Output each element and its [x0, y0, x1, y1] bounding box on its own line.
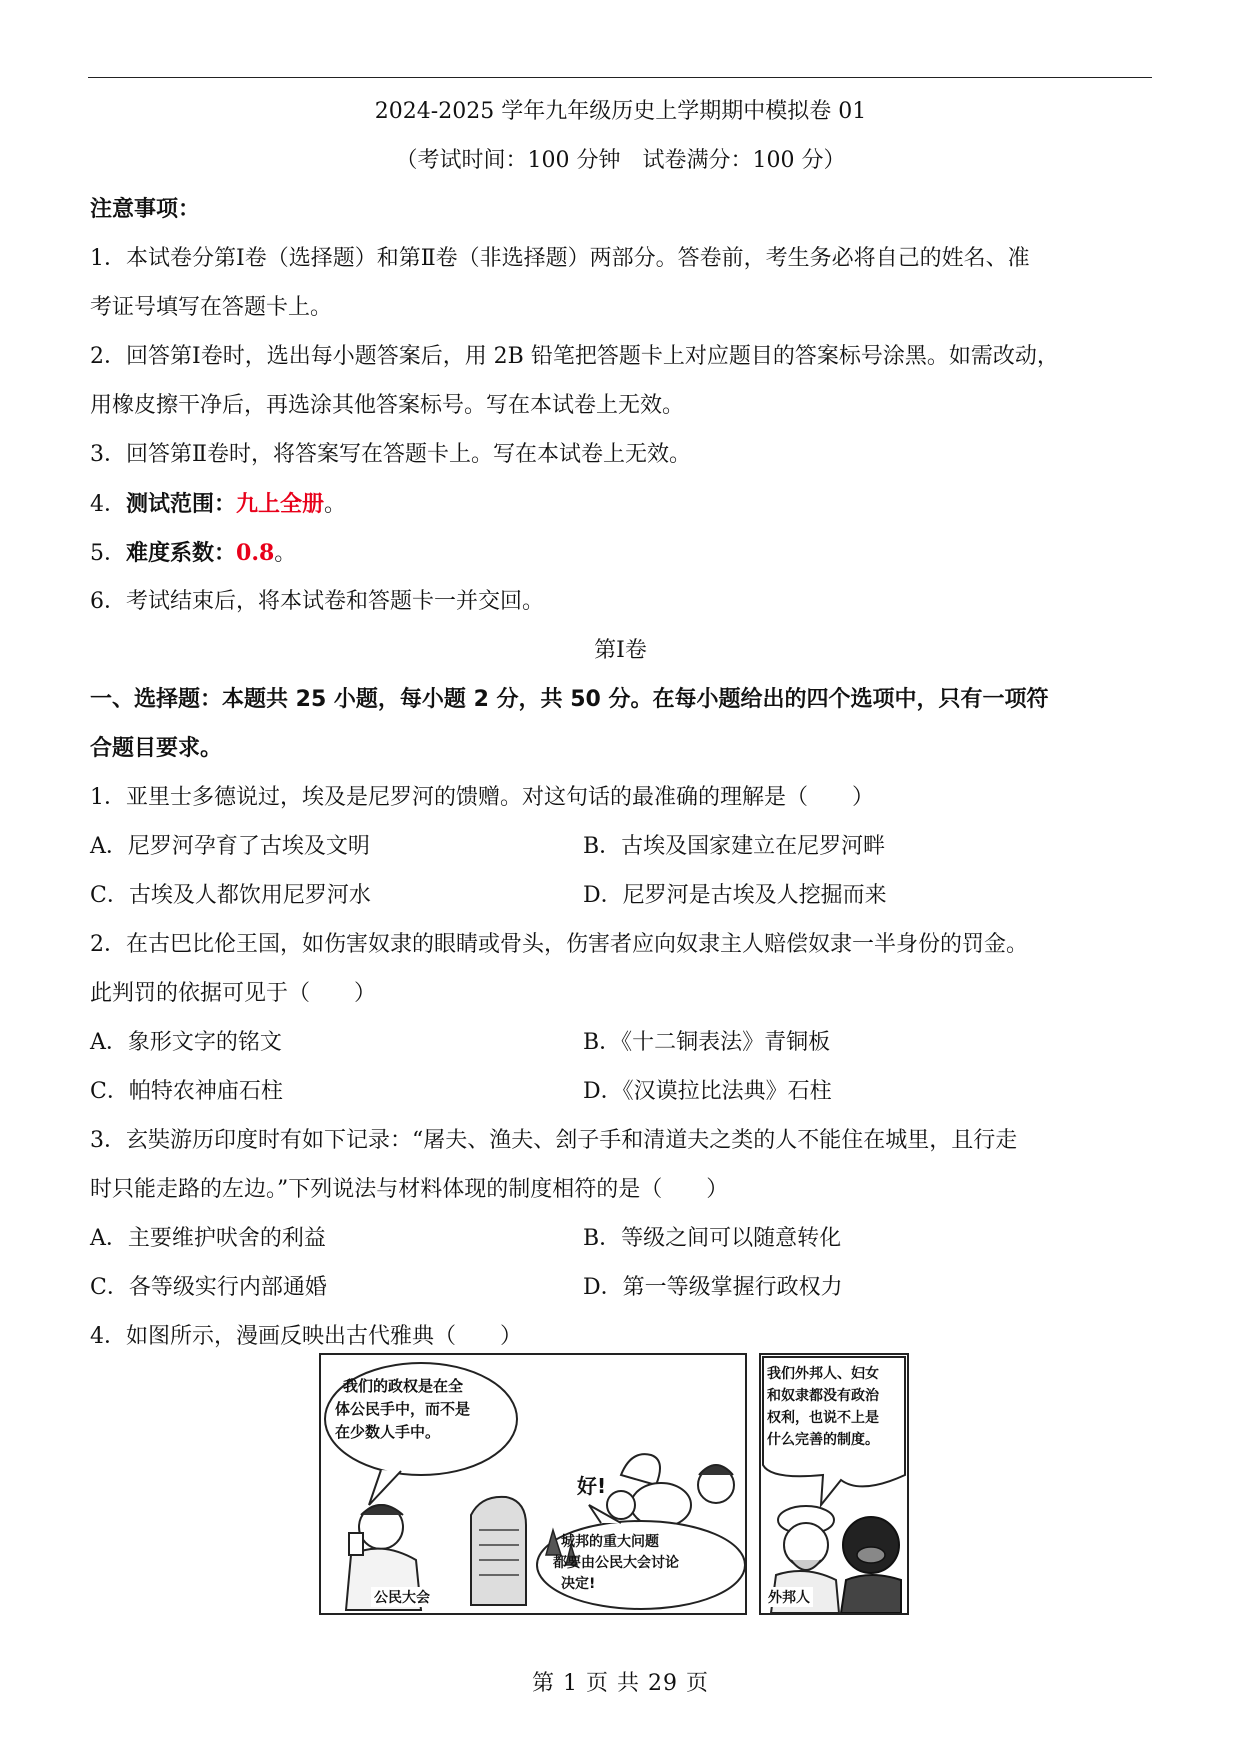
note-4-end: 。 [324, 492, 347, 517]
left-bubble-line-1: 我们的政权是在全 [343, 1377, 464, 1395]
q2-option-a: A．象形文字的铭文 [90, 1030, 282, 1055]
crowd-bubble-line-3: 决定! [561, 1576, 596, 1592]
left-bubble-line-3: 在少数人手中。 [335, 1423, 441, 1441]
crowd-bubble-line-1: 城邦的重大问题 [561, 1534, 659, 1550]
note-5-value: 0.8 [236, 540, 275, 566]
q4-stem: 4．如图所示，漫画反映出古代雅典（ ） [90, 1324, 522, 1349]
q3-option-d: D．第一等级掌握行政权力 [583, 1275, 843, 1300]
note-5-end: 。 [274, 541, 297, 566]
left-bubble-line-2: 体公民手中，而不是 [335, 1400, 471, 1418]
note-3: 3．回答第Ⅱ卷时，将答案写在答题卡上。写在本试卷上无效。 [90, 442, 691, 467]
section-heading-line-2: 合题目要求。 [90, 736, 223, 761]
assembly-label: 公民大会 [371, 1587, 433, 1607]
foreigner-face-icon [843, 1517, 899, 1573]
cartoon-panel-left [319, 1353, 747, 1615]
note-4-value: 九上全册 [236, 491, 325, 517]
raised-fist-icon [621, 1454, 660, 1485]
note-4-label: 测试范围： [126, 492, 237, 517]
note-1-line-1: 1．本试卷分第Ⅰ卷（选择题）和第Ⅱ卷（非选择题）两部分。答卷前，考生务必将自己的姓名、准 [90, 246, 1030, 271]
note-2-line-1: 2．回答第Ⅰ卷时，选出每小题答案后，用 2B 铅笔把答题卡上对应题目的答案标号涂黑。如需改动， [90, 344, 1059, 369]
section-heading-line-1: 一、选择题：本题共 25 小题，每小题 2 分，共 50 分。在每小题给出的四个选项中，只有一项符 [90, 687, 1049, 712]
header-rule [88, 77, 1152, 78]
right-bubble-line-1: 我们外邦人、妇女 [767, 1366, 879, 1382]
right-bubble-line-2: 和奴隶都没有政治 [767, 1388, 879, 1404]
q2-option-d: D．《汉谟拉比法典》石柱 [583, 1079, 832, 1104]
q3-stem-line-2: 时只能走路的左边。”下列说法与材料体现的制度相符的是（ ） [90, 1177, 729, 1202]
page-footer: 第 1 页 共 29 页 [532, 1671, 709, 1696]
foreigner-label: 外邦人 [765, 1587, 813, 1607]
q1-option-b: B．古埃及国家建立在尼罗河畔 [583, 834, 886, 859]
crowd-bubble-line-2: 都要由公民大会讨论 [553, 1555, 679, 1571]
note-4-prefix: 4． [90, 492, 126, 517]
note-1-line-2: 考证号填写在答题卡上。 [90, 295, 333, 320]
q1-stem: 1．亚里士多德说过，埃及是尼罗河的馈赠。对这句话的最准确的理解是（ ） [90, 785, 874, 810]
note-6: 6．考试结束后，将本试卷和答题卡一并交回。 [90, 589, 544, 614]
q2-option-b: B．《十二铜表法》青铜板 [583, 1030, 831, 1055]
right-bubble-line-3: 权利，也说不上是 [767, 1410, 879, 1426]
q3-stem-line-1: 3．玄奘游历印度时有如下记录：“屠夫、渔夫、刽子手和清道夫之类的人不能住在城里，且行走 [90, 1128, 1018, 1153]
note-5-label: 难度系数： [126, 541, 237, 566]
note-4 [90, 489, 1151, 520]
q1-option-a: A．尼罗河孕育了古埃及文明 [90, 834, 370, 859]
stone-tablet-icon [471, 1497, 526, 1605]
q2-option-c: C．帕特农神庙石柱 [90, 1079, 283, 1104]
cartoon-figure [319, 1353, 911, 1615]
q1-option-d: D．尼罗河是古埃及人挖掘而来 [583, 883, 887, 908]
q3-option-a: A．主要维护吠舍的利益 [90, 1226, 326, 1251]
right-bubble-line-4: 什么完善的制度。 [767, 1432, 879, 1448]
cartoon-panel-right [759, 1353, 909, 1615]
crowd-shout: 好! [577, 1474, 607, 1498]
page-title: 2024-2025 学年九年级历史上学期期中模拟卷 01 [374, 99, 867, 124]
note-5-prefix: 5． [90, 541, 126, 566]
q3-option-c: C．各等级实行内部通婚 [90, 1275, 327, 1300]
exam-subtitle: （考试时间：100 分钟 试卷满分：100 分） [395, 148, 846, 173]
q2-stem-line-2: 此判罚的依据可见于（ ） [90, 981, 377, 1006]
note-5 [90, 538, 1151, 569]
note-2-line-2: 用橡皮擦干净后，再选涂其他答案标号。写在本试卷上无效。 [90, 393, 685, 418]
q1-option-c: C．古埃及人都饮用尼罗河水 [90, 883, 371, 908]
notes-heading: 注意事项： [90, 197, 201, 222]
q2-stem-line-1: 2．在古巴比伦王国，如伤害奴隶的眼睛或骨头，伤害者应向奴隶主人赔偿奴隶一半身份的罚金。 [90, 932, 1029, 957]
volume-title: 第Ⅰ卷 [594, 638, 647, 663]
q3-option-b: B．等级之间可以随意转化 [583, 1226, 842, 1251]
